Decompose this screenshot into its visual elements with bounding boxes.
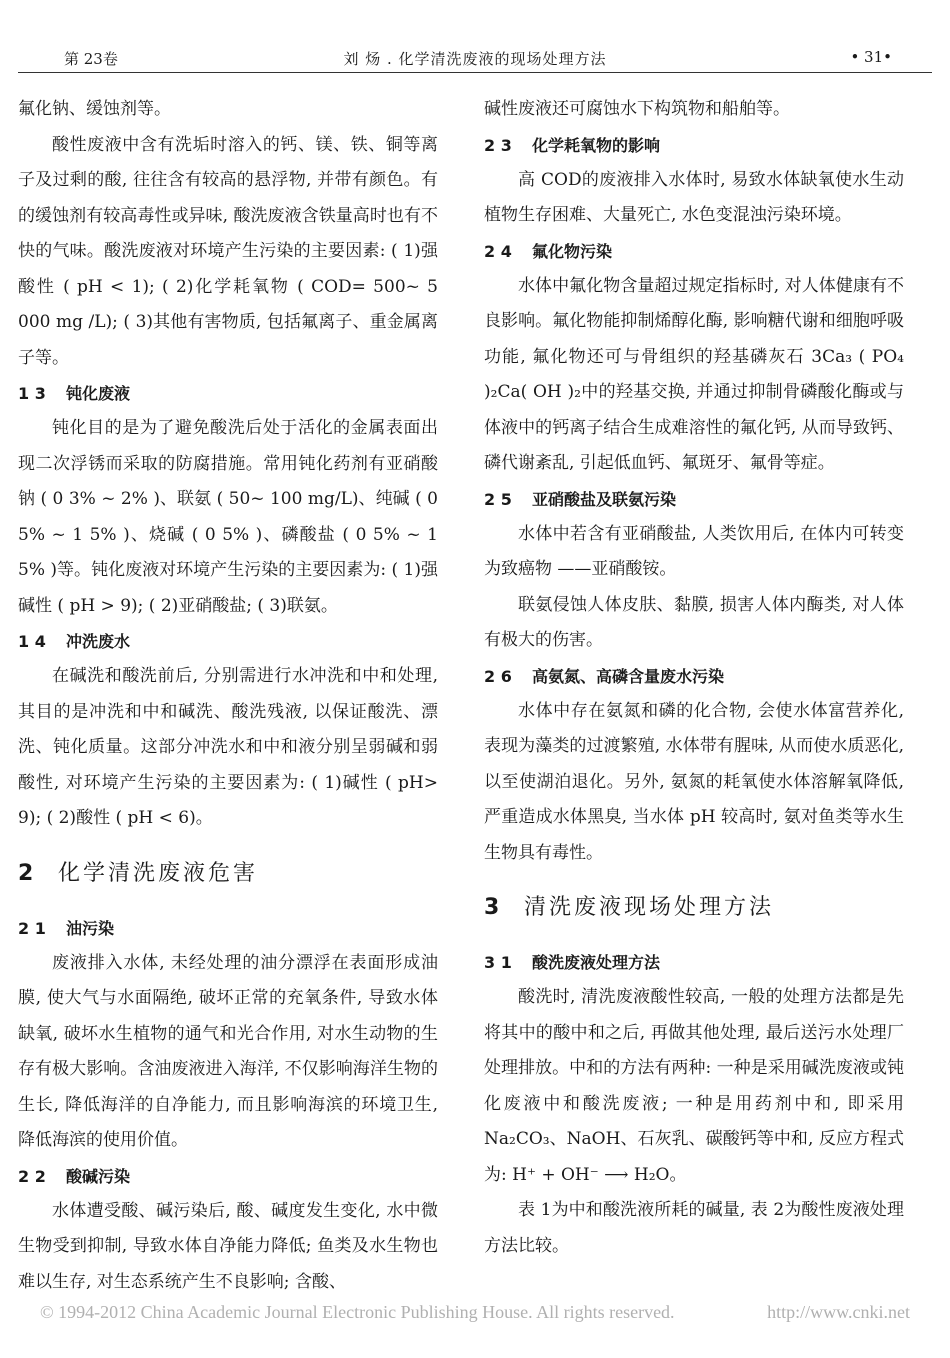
heading-number: 2 4 bbox=[484, 241, 512, 261]
paragraph: 钝化目的是为了避免酸洗后处于活化的金属表面出现二次浮锈而采取的防腐措施。常用钝化药剂有亚硝酸钠 ( 0 3% ~ 2% )、联氨 ( 50~ 100 mg/L)、纯碱 ( 0 5% ~ 1 5% )、烧碱 ( 0 5% )、磷酸盐 ( 0 5% ~ 1 5% )等。钝化废液对环境产生污染的主要因素为: ( 1)强碱性 ( pH > 9); ( 2)亚硝酸盐; ( 3)联氨。 bbox=[18, 418, 438, 616]
paragraph: 酸性废液中含有洗垢时溶入的钙、镁、铁、铜等离子及过剩的酸, 往往含有较高的悬浮物, 并带有颜色。有的缓蚀剂有较高毒性或异味, 酸洗废液含铁量高时也有不快的气味。酸洗废液对环境产生污染的主要因素: ( 1)强酸性 ( pH < 1); ( 2)化学耗氧物 ( COD= 500~ 5 000 mg /L); ( 3)其他有害物质, 包括氟离子、重金属离子等。 bbox=[18, 134, 438, 368]
paragraph: 碱性废液还可腐蚀水下构筑物和船舶等。 bbox=[484, 99, 790, 119]
heading-text: 酸碱污染 bbox=[66, 1166, 131, 1186]
source-url: http://www.cnki.net bbox=[767, 1302, 910, 1322]
volume-label: 第 23卷 bbox=[64, 50, 118, 68]
paragraph: 联氨侵蚀人体皮肤、黏膜, 损害人体内酶类, 对人体有极大的伤害。 bbox=[484, 594, 904, 650]
copyright-text: © 1994-2012 China Academic Journal Electronic Publishing House. All rights reserved. bbox=[40, 1302, 675, 1322]
left-column bbox=[18, 92, 438, 1300]
subsection-heading-1-3 bbox=[18, 376, 438, 411]
subsection-heading-2-1 bbox=[18, 911, 438, 946]
heading-text: 化学耗氧物的影响 bbox=[532, 135, 661, 155]
paragraph: 在碱洗和酸洗前后, 分别需进行水冲洗和中和处理, 其目的是冲洗和中和碱洗、酸洗残液, 以保证酸洗、漂洗、钝化质量。这部分冲洗水和中和液分别呈弱碱和弱酸性, 对环境产生污染的主要因素为: ( 1)碱性 ( pH> 9); ( 2)酸性 ( pH < 6)。 bbox=[18, 666, 438, 828]
heading-text: 酸洗废液处理方法 bbox=[532, 953, 661, 972]
paragraph: 废液排入水体, 未经处理的油分漂浮在表面形成油膜, 使大气与水面隔绝, 破坏正常的充氧条件, 导致水体缺氧, 破坏水生植物的通气和光合作用, 对水生动物的生存有极大影响。含油废液进入海洋, 不仅影响海洋生物的生长, 降低海洋的自净能力, 而且影响海滨的环境卫生, 降低海滨的使用价值。 bbox=[18, 952, 438, 1150]
heading-text: 亚硝酸盐及联氨污染 bbox=[532, 489, 677, 509]
copyright-footer bbox=[40, 1302, 910, 1323]
paragraph: 表 1为中和酸洗液所耗的碱量, 表 2为酸性废液处理方法比较。 bbox=[484, 1200, 904, 1256]
subsection-heading-3-1 bbox=[484, 945, 904, 980]
paragraph: 酸洗时, 清洗废液酸性较高, 一般的处理方法都是先将其中的酸中和之后, 再做其他处理, 最后送污水处理厂处理排放。中和的方法有两种: 一种是采用碱洗废液或钝化废液中和酸洗废液; 一种是用药剂中和, 即采用 Na₂CO₃、NaOH、石灰乳、碳酸钙等中和, 反应方程式为: H⁺ + OH⁻ ⟶ H₂O。 bbox=[484, 987, 904, 1185]
heading-number: 2 bbox=[18, 860, 37, 886]
subsection-heading-2-6 bbox=[484, 659, 904, 694]
paragraph: 氟化钠、缓蚀剂等。 bbox=[18, 99, 171, 119]
heading-number: 2 5 bbox=[484, 489, 512, 509]
heading-text: 高氨氮、高磷含量废水污染 bbox=[532, 666, 725, 686]
heading-text: 氟化物污染 bbox=[532, 241, 613, 261]
heading-number: 3 bbox=[484, 895, 503, 920]
running-title: 刘 炀 . 化学清洗废液的现场处理方法 bbox=[343, 50, 607, 68]
page-number: • 31• bbox=[850, 48, 892, 66]
subsection-heading-2-2 bbox=[18, 1159, 438, 1194]
section-heading-3 bbox=[484, 883, 904, 933]
section-heading-2 bbox=[18, 849, 438, 899]
subsection-heading-2-5 bbox=[484, 482, 904, 517]
heading-number: 1 4 bbox=[18, 632, 46, 651]
heading-text: 冲洗废水 bbox=[66, 632, 131, 651]
paragraph: 高 COD的废液排入水体时, 易致水体缺氧使水生动植物生存困难、大量死亡, 水色变混浊污染环境。 bbox=[484, 169, 904, 225]
running-header bbox=[18, 40, 932, 73]
paragraph: 水体中若含有亚硝酸盐, 人类饮用后, 在体内可转变为致癌物 ——亚硝酸铵。 bbox=[484, 523, 904, 579]
subsection-heading-2-4 bbox=[484, 234, 904, 269]
heading-number: 1 3 bbox=[18, 384, 46, 403]
heading-text: 钝化废液 bbox=[66, 384, 131, 403]
heading-number: 2 2 bbox=[18, 1166, 46, 1186]
heading-number: 2 6 bbox=[484, 666, 512, 686]
subsection-heading-1-4 bbox=[18, 624, 438, 659]
subsection-heading-2-3 bbox=[484, 128, 904, 163]
heading-text: 清洗废液现场处理方法 bbox=[524, 895, 775, 920]
right-column bbox=[484, 92, 904, 1264]
heading-text: 化学清洗废液危害 bbox=[58, 860, 259, 886]
paragraph: 水体中存在氨氮和磷的化合物, 会使水体富营养化, 表现为藻类的过渡繁殖, 水体带有腥味, 从而使水质恶化, 以至使湖泊退化。另外, 氨氮的耗氧使水体溶解氧降低, 严重造成水体黑臭, 当水体 pH 较高时, 氨对鱼类等水生生物具有毒性。 bbox=[484, 700, 904, 863]
heading-text: 油污染 bbox=[66, 918, 115, 938]
heading-number: 3 1 bbox=[484, 953, 512, 972]
heading-number: 2 1 bbox=[18, 918, 46, 938]
heading-number: 2 3 bbox=[484, 135, 512, 155]
paragraph: 水体中氟化物含量超过规定指标时, 对人体健康有不良影响。氟化物能抑制烯醇化酶, 影响糖代谢和细胞呼吸功能, 氟化物还可与骨组织的羟基磷灰石 3Ca₃ ( PO₄ )₂Ca( OH )₂中的羟基交换, 并通过抑制骨磷酸化酶或与体液中的钙离子结合生成难溶性的氟化钙, 从而导致钙、磷代谢紊乱, 引起低血钙、氟斑牙、氟骨等症。 bbox=[484, 275, 904, 473]
paragraph: 水体遭受酸、碱污染后, 酸、碱度发生变化, 水中微生物受到抑制, 导致水体自净能力降低; 鱼类及水生物也难以生存, 对生态系统产生不良影响; 含酸、 bbox=[18, 1200, 438, 1292]
